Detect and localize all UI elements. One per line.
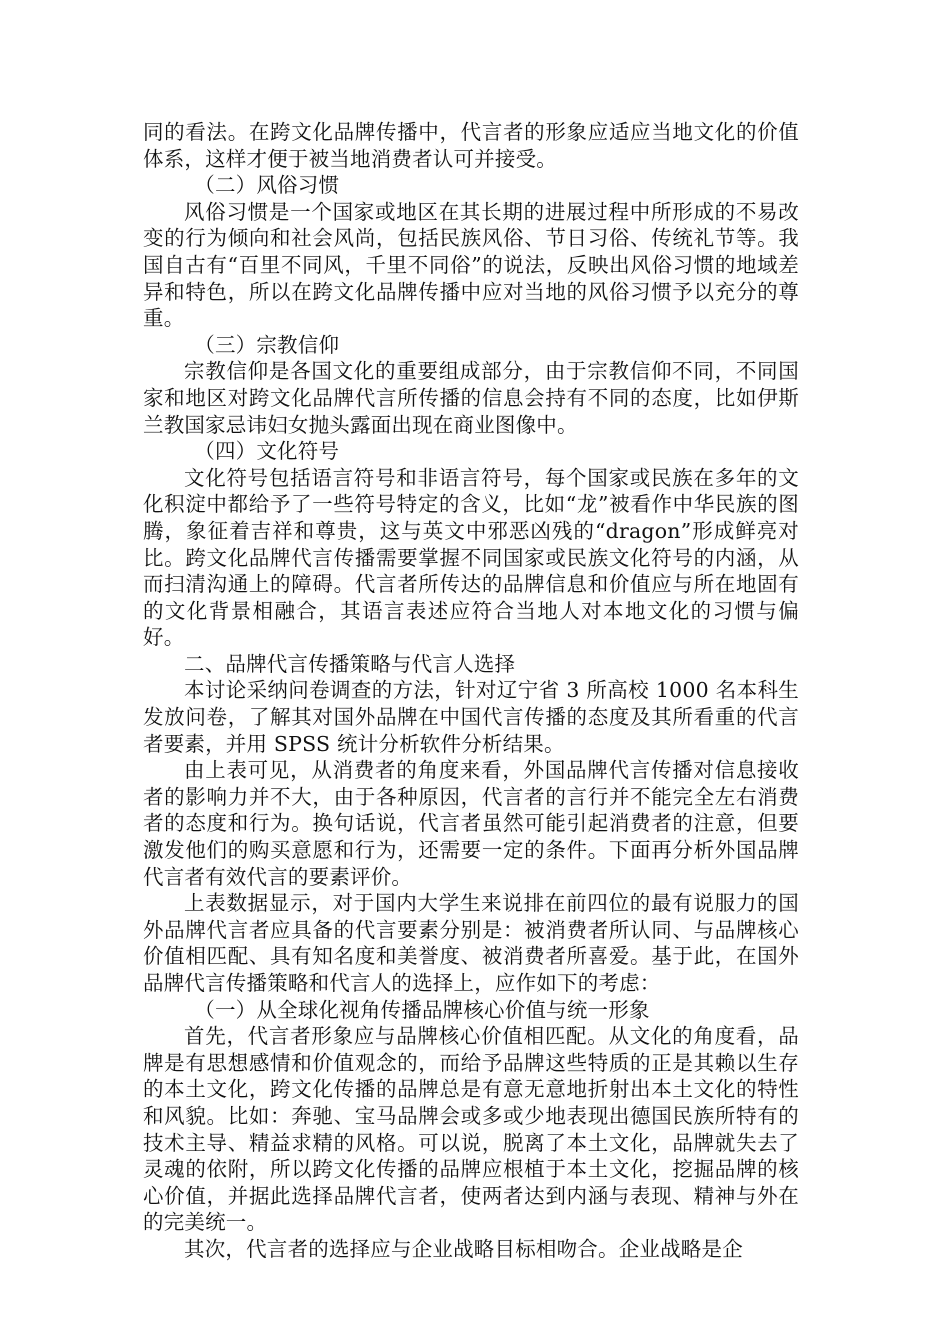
section-heading-cultural-symbols: （四）文化符号 <box>194 439 340 464</box>
paragraph-religion: 宗教信仰是各国文化的重要组成部分，由于宗教信仰不同，不同国家和地区对跨文化品牌代言所传播的信息会持有不同的态度，比如伊斯兰教国家忌讳妇女抛头露面出现在商业图像中。 <box>143 359 799 437</box>
paragraph-customs: 风俗习惯是一个国家或地区在其长期的进展过程中所形成的不易改变的行为倾向和社会风尚，包括民族风俗、节日习俗、传统礼节等。我国自古有“百里不同风，千里不同俗”的说法，反映出风俗习惯的地域差异和特色，所以在跨文化品牌传播中应对当地的风俗习惯予以充分的尊重。 <box>143 199 799 331</box>
section-heading-global-perspective: （一）从全球化视角传播品牌核心价值与统一形象 <box>194 997 650 1022</box>
document-body <box>143 119 799 1263</box>
paragraph-survey-method: 本讨论采纳问卷调查的方法，针对辽宁省 3 所高校 1000 名本科生发放问卷，了解其对国外品牌在中国代言传播的态度及其所看重的代言者要素，并用 SPSS 统计分析软件分析结果。 <box>143 678 799 756</box>
section-heading-religion: （三）宗教信仰 <box>194 332 340 357</box>
paragraph-core-value: 首先，代言者形象应与品牌核心价值相匹配。从文化的角度看，品牌是有思想感情和价值观念的，而给予品牌这些特质的正是其赖以生存的本土文化，跨文化传播的品牌总是有意无意地折射出本土文化的特性和风貌。比如：奔驰、宝马品牌会或多或少地表现出德国民族所特有的技术主导、精益求精的风格。可以说，脱离了本土文化，品牌就失去了灵魂的依附，所以跨文化传播的品牌应根植于本土文化，挖掘品牌的核心价值，并据此选择品牌代言者，使两者达到内涵与表现、精神与外在的完美统一。 <box>143 1024 799 1235</box>
paragraph-key-factors: 上表数据显示，对于国内大学生来说排在前四位的最有说服力的国外品牌代言者应具备的代言要素分别是：被消费者所认同、与品牌核心价值相匹配、具有知名度和美誉度、被消费者所喜爱。基于此，在国外品牌代言传播策略和代言人的选择上，应作如下的考虑： <box>143 891 799 995</box>
paragraph-strategy-goal: 其次，代言者的选择应与企业战略目标相吻合。企业战略是企 <box>184 1236 743 1261</box>
paragraph-cultural-symbols: 文化符号包括语言符号和非语言符号，每个国家或民族在多年的文化积淀中都给予了一些符号特定的含义，比如“龙”被看作中华民族的图腾，象征着吉祥和尊贵，这与英文中邪恶凶残的“dragon”形成鲜亮对比。跨文化品牌代言传播需要掌握不同国家或民族文化符号的内涵，从而扫清沟通上的障碍。代言者所传达的品牌信息和价值应与所在地固有的文化背景相融合，其语言表述应符合当地人对本地文化的习惯与偏好。 <box>143 465 799 650</box>
paragraph-consumer-attitude: 由上表可见，从消费者的角度来看，外国品牌代言传播对信息接收者的影响力并不大，由于各种原因，代言者的言行并不能完全左右消费者的态度和行为。换句话说，代言者虽然可能引起消费者的注意，但要激发他们的购买意愿和行为，还需要一定的条件。下面再分析外国品牌代言者有效代言的要素评价。 <box>143 758 799 889</box>
paragraph-continuation: 同的看法。在跨文化品牌传播中，代言者的形象应适应当地文化的价值体系，这样才便于被当地消费者认可并接受。 <box>143 120 799 171</box>
section-heading-customs: （二）风俗习惯 <box>194 173 340 198</box>
section-heading-strategy: 二、品牌代言传播策略与代言人选择 <box>184 651 516 676</box>
